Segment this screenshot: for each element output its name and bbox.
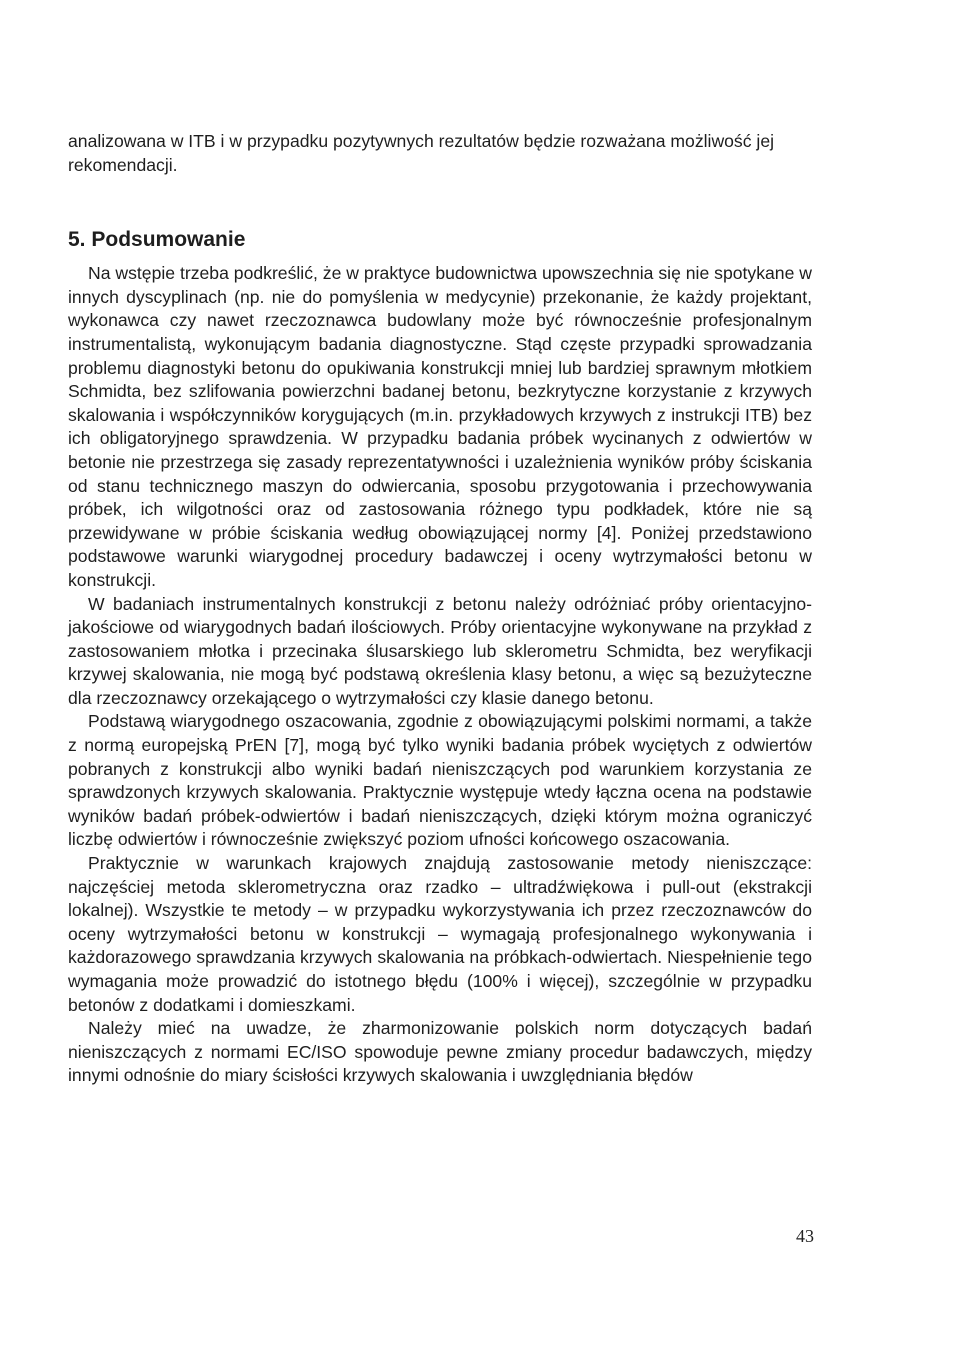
- page-number: 43: [796, 1226, 814, 1246]
- paragraph-3: Podstawą wiarygodnego oszacowania, zgodnie z obowiązującymi polskimi normami, a także z normą europejską PrEN [7], mogą być tylko wyniki badania próbek wyciętych z odwiertów pobranych z konstrukcji albo wyniki badań nieniszczących pod warunkiem korzystania ze sprawdzonych krzywych skalowania. Praktycznie występuje wtedy łączna ocena na podstawie wyników badań próbek-odwiertów i badań nieniszczących, dzięki którym można ograniczyć liczbę odwiertów i równocześnie zwiększyć poziom ufności końcowego oszacowania.: [68, 711, 812, 850]
- section-title: Podsumowanie: [91, 228, 246, 252]
- section-heading: [68, 227, 812, 253]
- paragraph-4: Praktycznie w warunkach krajowych znajdują zastosowanie metody nieniszczące: najczęściej metoda sklerometryczna oraz rzadko – ultradźwiękowa i pull-out (ekstrakcji lokalnej). Wszystkie te metody – w przypadku wykorzystywania ich przez rzeczoznawców do oceny wytrzymałości betonu w konstrukcji – wymagają profesjonalnego wykonywania i każdorazowego sprawdzania krzywych skalowania na próbkach-odwiertach. Niespełnienie tego wymagania może prowadzić do istotnego błędu (100% i więcej), szczególnie w przypadku betonów z dodatkami i domieszkami.: [68, 853, 812, 1015]
- document-page: [68, 130, 812, 1088]
- paragraph-5: Należy mieć na uwadze, że zharmonizowanie polskich norm dotyczących badań nieniszczących z normami EC/ISO spowoduje pewne zmiany procedur badawczych, między innymi odnośnie do miary ścisłości krzywych skalowania i uwzględniania błędów: [68, 1018, 812, 1086]
- section-number: 5.: [68, 228, 86, 252]
- paragraph-2: W badaniach instrumentalnych konstrukcji z betonu należy odróżniać próby orientacyjno-jakościowe od wiarygodnych badań ilościowych. Próby orientacyjne wykonywane na przykład z zastosowaniem młotka i przecinaka ślusarskiego lub sklerometru Schmidta, bez weryfikacji krzywej skalowania, nie mogą być podstawą określenia klasy betonu, a więc są bezużyteczne dla rzeczoznawcy orzekającego o wytrzymałości czy klasie danego betonu.: [68, 593, 812, 708]
- intro-paragraph: analizowana w ITB i w przypadku pozytywnych rezultatów będzie rozważana możliwość jej rekomendacji.: [68, 131, 775, 175]
- paragraph-1: Na wstępie trzeba podkreślić, że w praktyce budownictwa upowszechnia się nie spotykane w innych dyscyplinach (np. nie do pomyślenia w medycynie) przekonanie, że każdy projektant, wykonawca czy nawet rzeczoznawca budowlany może być równocześnie profesjonalnym instrumentalistą, wykonującym badania diagnostyczne. Stąd częste przypadki sprowadzania problemu diagnostyki betonu do opukiwania konstrukcji mniej lub bardziej sprawnym młotkiem Schmidta, bez szlifowania powierzchni badanej betonu, bezkrytyczne korzystanie z krzywych skalowania i współczynników korygujących (m.in. przykładowych krzywych z instrukcji ITB) bez ich obligatoryjnego sprawdzenia. W przypadku badania próbek wycinanych z odwiertów w betonie nie przestrzega się zasady reprezentatywności i uzależnienia wyników próby ściskania od stanu technicznego maszyn do odwiercania, sposobu przygotowania i przechowywania próbek, ich wilgotności oraz od zastosowania różnego typu podkładek, które nie są przewidywane w próbie ściskania według obowiązującej normy [4]. Poniżej przedstawiono podstawowe warunki wiarygodnej procedury badawczej i oceny wytrzymałości betonu w konstrukcji.: [68, 263, 812, 590]
